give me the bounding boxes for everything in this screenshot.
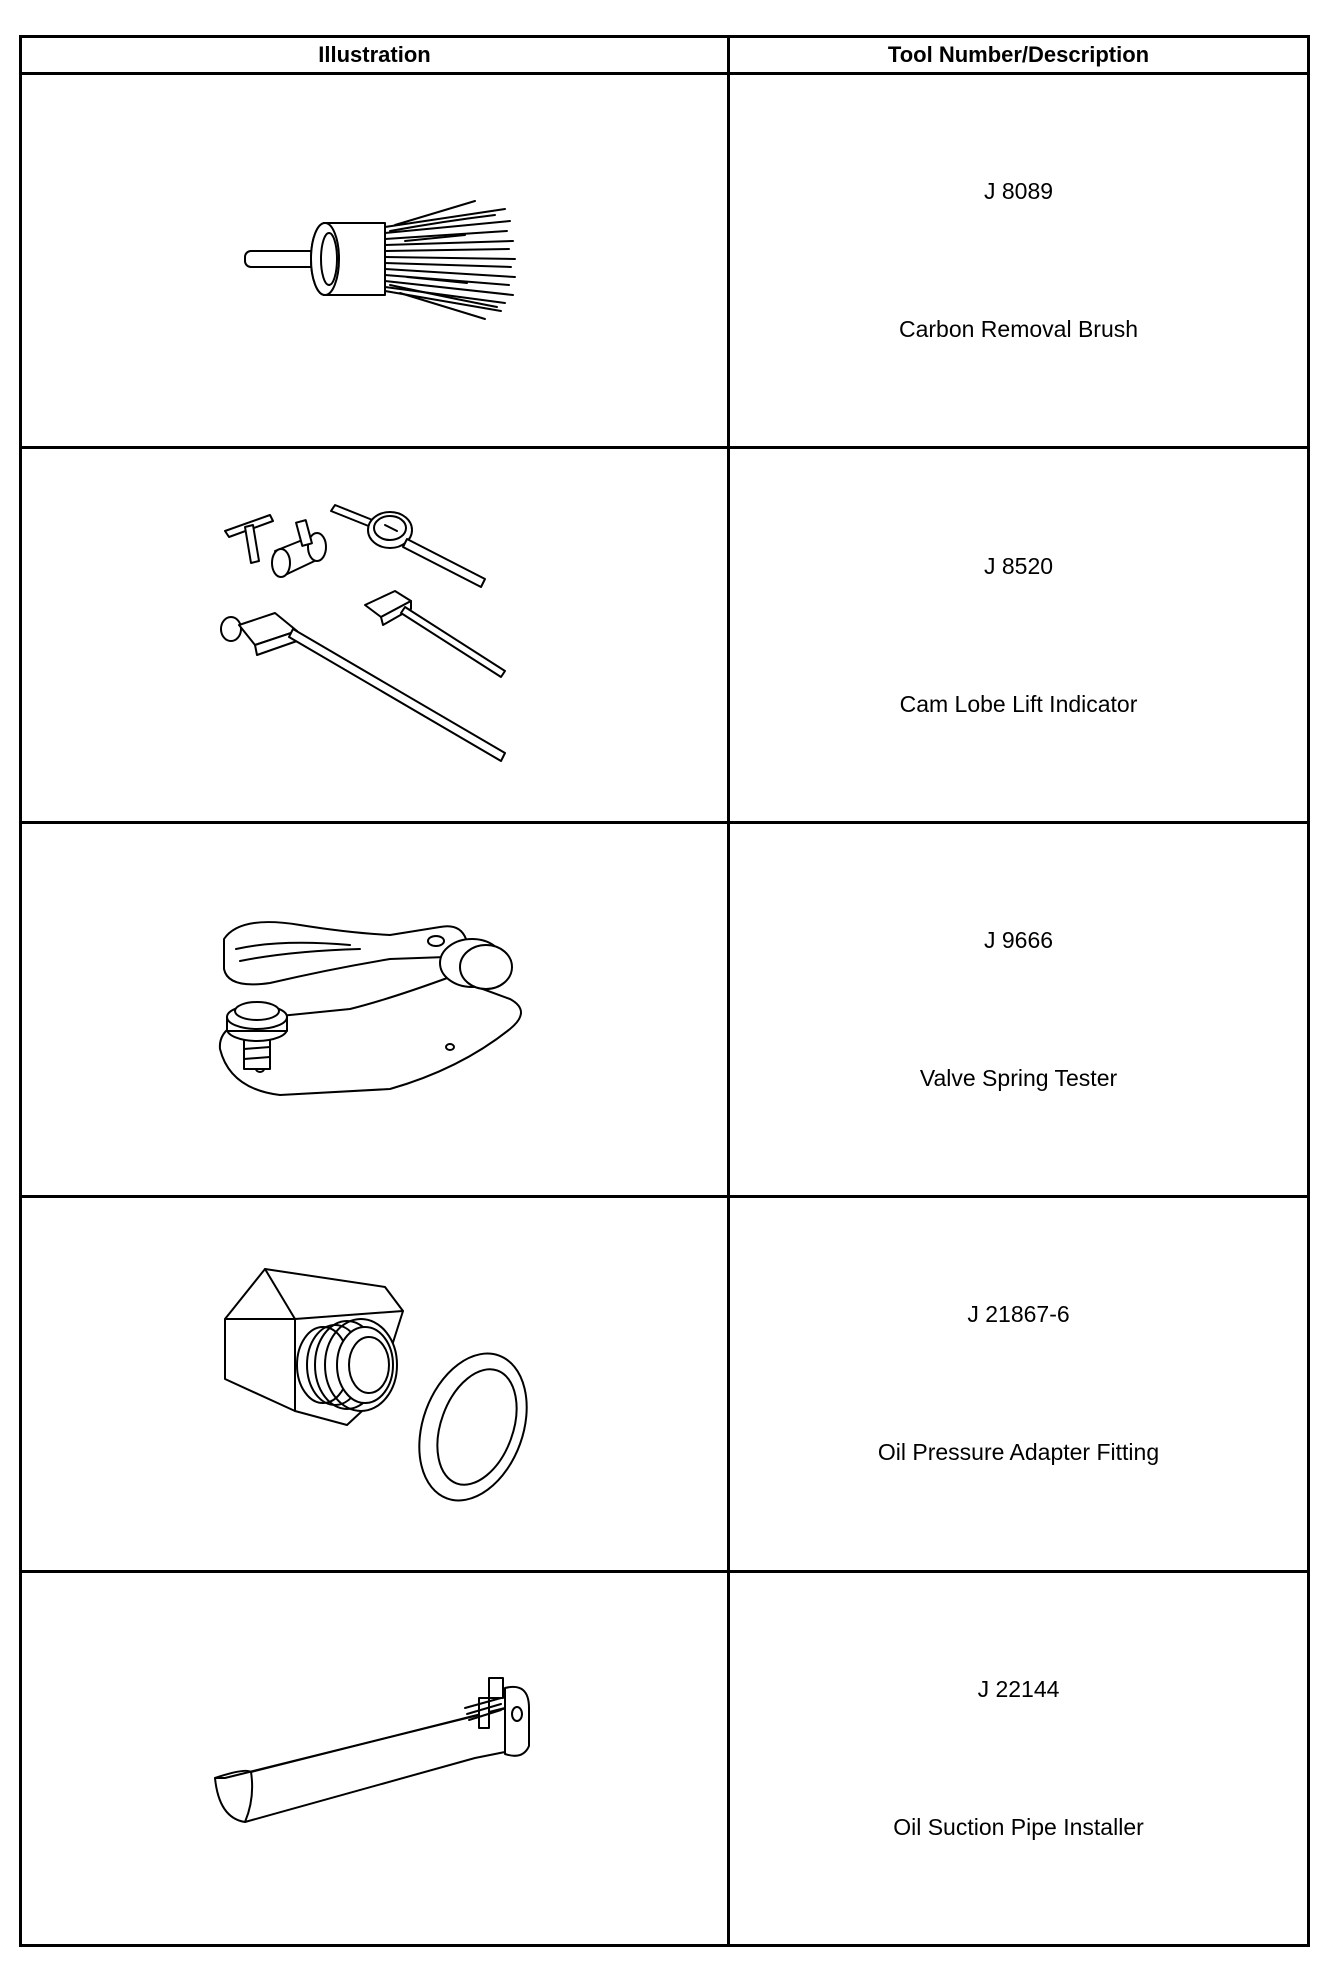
tool-number: J 21867-6 [967,1301,1070,1328]
tool-cell [729,822,1309,1196]
header-illustration: Illustration [21,37,729,74]
illustration-cell [21,1197,729,1571]
illustration-cell [21,448,729,822]
tool-number: J 9666 [983,926,1054,953]
tool-description: Valve Spring Tester [919,1064,1118,1091]
tool-description: Oil Pressure Adapter Fitting [877,1439,1160,1466]
illustration-cell [21,1571,729,1945]
tool-cell [729,1197,1309,1571]
header-tool-number-description: Tool Number/Description [729,37,1309,74]
table-row [21,74,1309,448]
tool-description: Cam Lobe Lift Indicator [899,690,1138,717]
tool-cell [729,1571,1309,1945]
carbon-removal-brush-icon [225,161,525,361]
tool-number: J 8089 [983,178,1054,205]
tool-description: Carbon Removal Brush [898,316,1139,343]
tool-cell [729,74,1309,448]
illustration-cell [21,74,729,448]
table-row [21,448,1309,822]
valve-spring-tester-icon [210,899,540,1119]
tool-description: Oil Suction Pipe Installer [893,1813,1144,1840]
tool-number: J 8520 [983,552,1054,579]
table-header-row [21,37,1309,74]
table-row [21,822,1309,1196]
oil-suction-pipe-installer-icon [205,1668,545,1848]
table-row [21,1571,1309,1945]
oil-pressure-adapter-fitting-icon [215,1249,535,1519]
tool-number: J 22144 [977,1675,1060,1702]
special-tools-table [19,35,1310,1947]
table-row [21,1197,1309,1571]
cam-lobe-lift-indicator-icon [215,495,535,775]
tool-cell [729,448,1309,822]
illustration-cell [21,822,729,1196]
